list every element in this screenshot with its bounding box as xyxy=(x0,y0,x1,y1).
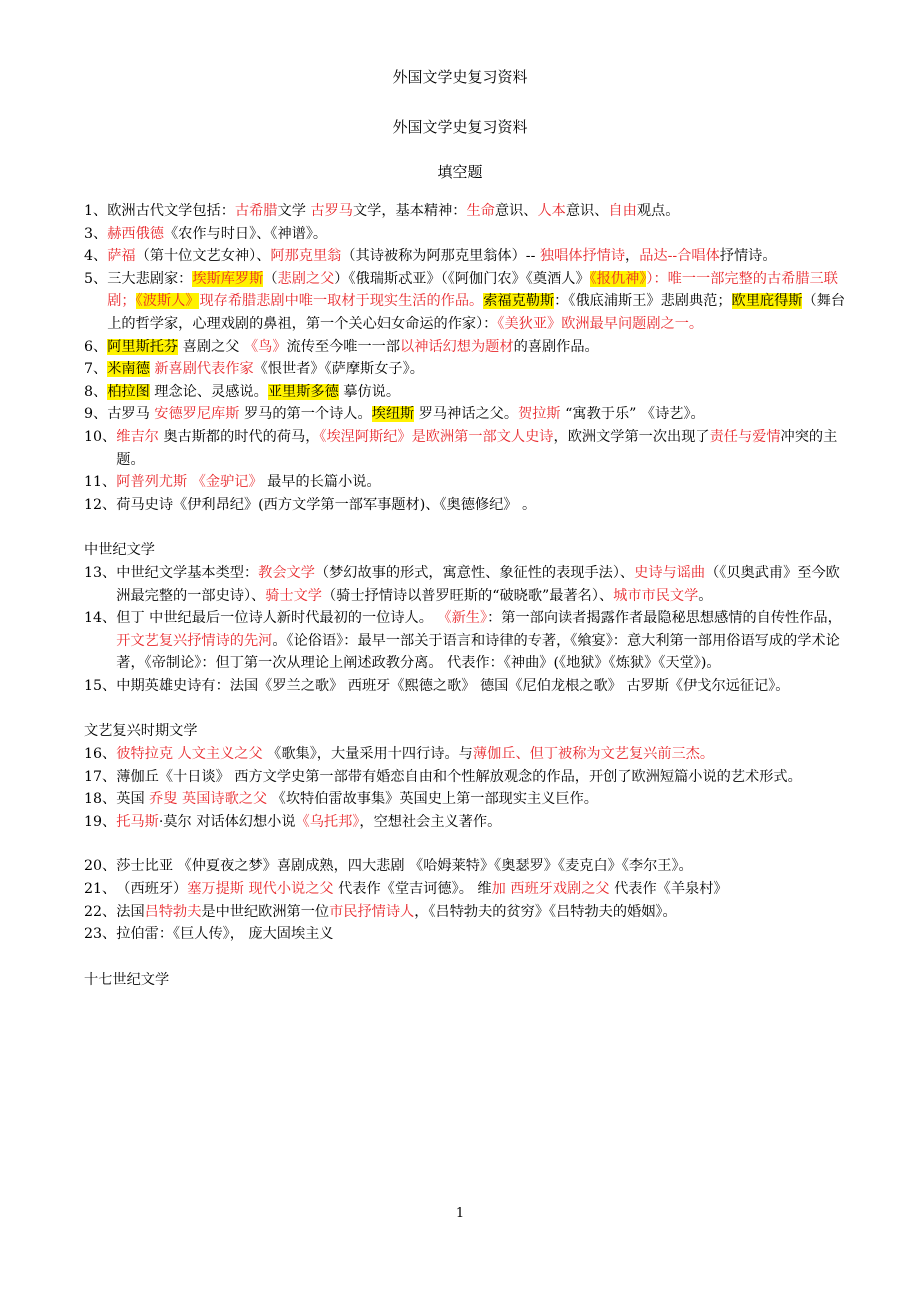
list-item-20 xyxy=(84,855,854,878)
item-number: 14、 xyxy=(84,610,117,627)
item-number: 13、 xyxy=(84,564,117,581)
section-heading-renaissance: 文艺复兴时期文学 xyxy=(84,723,198,740)
page-number: 1 xyxy=(455,1206,465,1221)
section-heading-fill-blank: 填空题 xyxy=(437,163,483,181)
list-item-6 xyxy=(84,336,854,359)
item-number: 19、 xyxy=(84,813,117,830)
item-text: 阿里斯托芬 喜剧之父 《鸟》流传至今唯一一部以神话幻想为题材的喜剧作品。 xyxy=(107,338,599,355)
list-item-12 xyxy=(84,494,854,517)
document-subtitle: 外国文学史复习资料 xyxy=(392,118,528,136)
list-item-16 xyxy=(84,743,854,766)
list-item-22 xyxy=(84,901,854,924)
item-number: 10、 xyxy=(84,428,117,445)
list-item-17 xyxy=(84,766,854,789)
item-text: 但丁 中世纪最后一位诗人新时代最初的一位诗人。 《新生》：第一部向读者揭露作者最隐秘思想感情的自传性作品，开文艺复兴抒情诗的先河。《论俗语》：最早一部关于语言和诗律的专著，《飨宴》：意大利第一部用俗语写成的学术论著，《帝制论》：但丁第一次从理论上阐述政教分离。 代表作：《神曲》(《地狱》《炼狱》《天堂》)。 xyxy=(116,610,842,672)
list-item-7 xyxy=(84,358,854,381)
item-text: 莎士比亚 《仲夏夜之梦》喜剧成熟，四大悲剧 《哈姆莱特》《奥瑟罗》《麦克白》《李尔王》。 xyxy=(116,858,693,875)
list-item-1 xyxy=(84,200,854,223)
item-number: 17、 xyxy=(84,768,117,785)
item-text: 维吉尔 奥古斯都的时代的荷马，《埃涅阿斯纪》是欧洲第一部文人史诗，欧洲文学第一次出现了责任与爱情冲突的主题。 xyxy=(116,428,838,468)
list-item-23 xyxy=(84,923,854,946)
list-item-15 xyxy=(84,675,854,698)
item-number: 9、 xyxy=(84,406,108,423)
item-text: 荷马史诗《伊利昂纪》(西方文学第一部军事题材)、《奥德修纪》 。 xyxy=(116,496,537,513)
item-text: 拉伯雷：《巨人传》， 庞大固埃主义 xyxy=(116,926,334,943)
item-text: 柏拉图 理念论、灵感说。亚里斯多德 摹仿说。 xyxy=(107,383,401,400)
item-text: 阿普列尤斯 《金驴记》 最早的长篇小说。 xyxy=(116,474,381,491)
item-number: 15、 xyxy=(84,677,117,694)
item-number: 22、 xyxy=(84,903,117,920)
list-item-5 xyxy=(84,268,854,336)
item-number: 3、 xyxy=(84,225,108,242)
content-body xyxy=(84,200,854,991)
section-heading-17th-century: 十七世纪文学 xyxy=(84,971,170,988)
item-text: 萨福（第十位文艺女神）、阿那克里翁（其诗被称为阿那克里翁体）-- 独唱体抒情诗，品达--合唱体抒情诗。 xyxy=(107,248,777,265)
item-text: 中世纪文学基本类型：教会文学（梦幻故事的形式，寓意性、象征性的表现手法）、史诗与谣曲（《贝奥武甫》至今欧洲最完整的一部史诗）、骑士文学（骑士抒情诗以普罗旺斯的“破晓歌”最著名）、城市市民文学。 xyxy=(116,564,840,604)
item-number: 21、 xyxy=(84,881,117,898)
item-text: 英国 乔叟 英国诗歌之父 《坎特伯雷故事集》英国史上第一部现实主义巨作。 xyxy=(116,791,598,808)
item-text: 三大悲剧家：埃斯库罗斯（悲剧之父）《俄瑞斯忒亚》（《阿伽门农》《奠酒人》《报仇神》）：唯一一部完整的古希腊三联剧；《波斯人》现存希腊悲剧中唯一取材于现实生活的作品。索福克勒斯：《俄底浦斯王》悲剧典范；欧里庇得斯（舞台上的哲学家，心理戏剧的鼻祖，第一个关心妇女命运的作家）：《美狄亚》欧洲最早问题剧之一。 xyxy=(107,270,846,332)
list-item-19 xyxy=(84,811,854,834)
list-item-3 xyxy=(84,223,854,246)
item-number: 4、 xyxy=(84,248,108,265)
document-title: 外国文学史复习资料 xyxy=(392,68,528,86)
section-heading-medieval: 中世纪文学 xyxy=(84,542,155,559)
item-text: 托马斯·莫尔 对话体幻想小说《乌托邦》，空想社会主义著作。 xyxy=(116,813,502,830)
list-item-8 xyxy=(84,381,854,404)
item-number: 23、 xyxy=(84,926,117,943)
item-text: 米南德 新喜剧代表作家《恨世者》《萨摩斯女子》。 xyxy=(107,361,424,378)
item-text: 欧洲古代文学包括：古希腊文学 古罗马文学，基本精神：生命意识、人本意识、自由观点。 xyxy=(107,203,680,219)
list-item-21 xyxy=(84,878,854,901)
list-item-4 xyxy=(84,245,854,268)
item-number: 6、 xyxy=(84,338,108,355)
item-text: 中期英雄史诗有：法国《罗兰之歌》 西班牙《熙德之歌》 德国《尼伯龙根之歌》 古罗斯《伊戈尔远征记》。 xyxy=(116,677,790,694)
item-text: 彼特拉克 人文主义之父 《歌集》，大量采用十四行诗。与薄伽丘、但丁被称为文艺复兴前三杰。 xyxy=(116,746,715,763)
item-text: 薄伽丘《十日谈》 西方文学史第一部带有婚恋自由和个性解放观念的作品，开创了欧洲短篇小说的艺术形式。 xyxy=(116,768,802,785)
item-number: 11、 xyxy=(84,474,117,491)
item-number: 18、 xyxy=(84,791,117,808)
item-number: 20、 xyxy=(84,858,117,875)
list-item-9 xyxy=(84,403,854,426)
item-number: 1、 xyxy=(84,203,108,219)
list-item-18 xyxy=(84,788,854,811)
list-item-10 xyxy=(84,426,854,471)
item-number: 8、 xyxy=(84,383,108,400)
list-item-13 xyxy=(84,562,854,607)
item-text: 赫西俄德《农作与时日》、《神谱》。 xyxy=(107,225,328,242)
list-item-11 xyxy=(84,471,854,494)
item-text: 法国吕特勃夫是中世纪欧洲第一位市民抒情诗人，《吕特勃夫的贫穷》《吕特勃夫的婚姻》。 xyxy=(116,903,677,920)
list-item-14 xyxy=(84,607,854,675)
item-text: 古罗马 安德罗尼库斯 罗马的第一个诗人。埃纽斯 罗马神话之父。贺拉斯 “寓教于乐” 《诗艺》。 xyxy=(107,406,705,423)
item-number: 12、 xyxy=(84,496,117,513)
item-number: 16、 xyxy=(84,746,117,763)
item-text: （西班牙）塞万提斯 现代小说之父 代表作《堂吉诃德》。 维加 西班牙戏剧之父 代表作《羊泉村》 xyxy=(116,881,728,898)
item-number: 7、 xyxy=(84,361,108,378)
item-number: 5、 xyxy=(84,270,108,287)
